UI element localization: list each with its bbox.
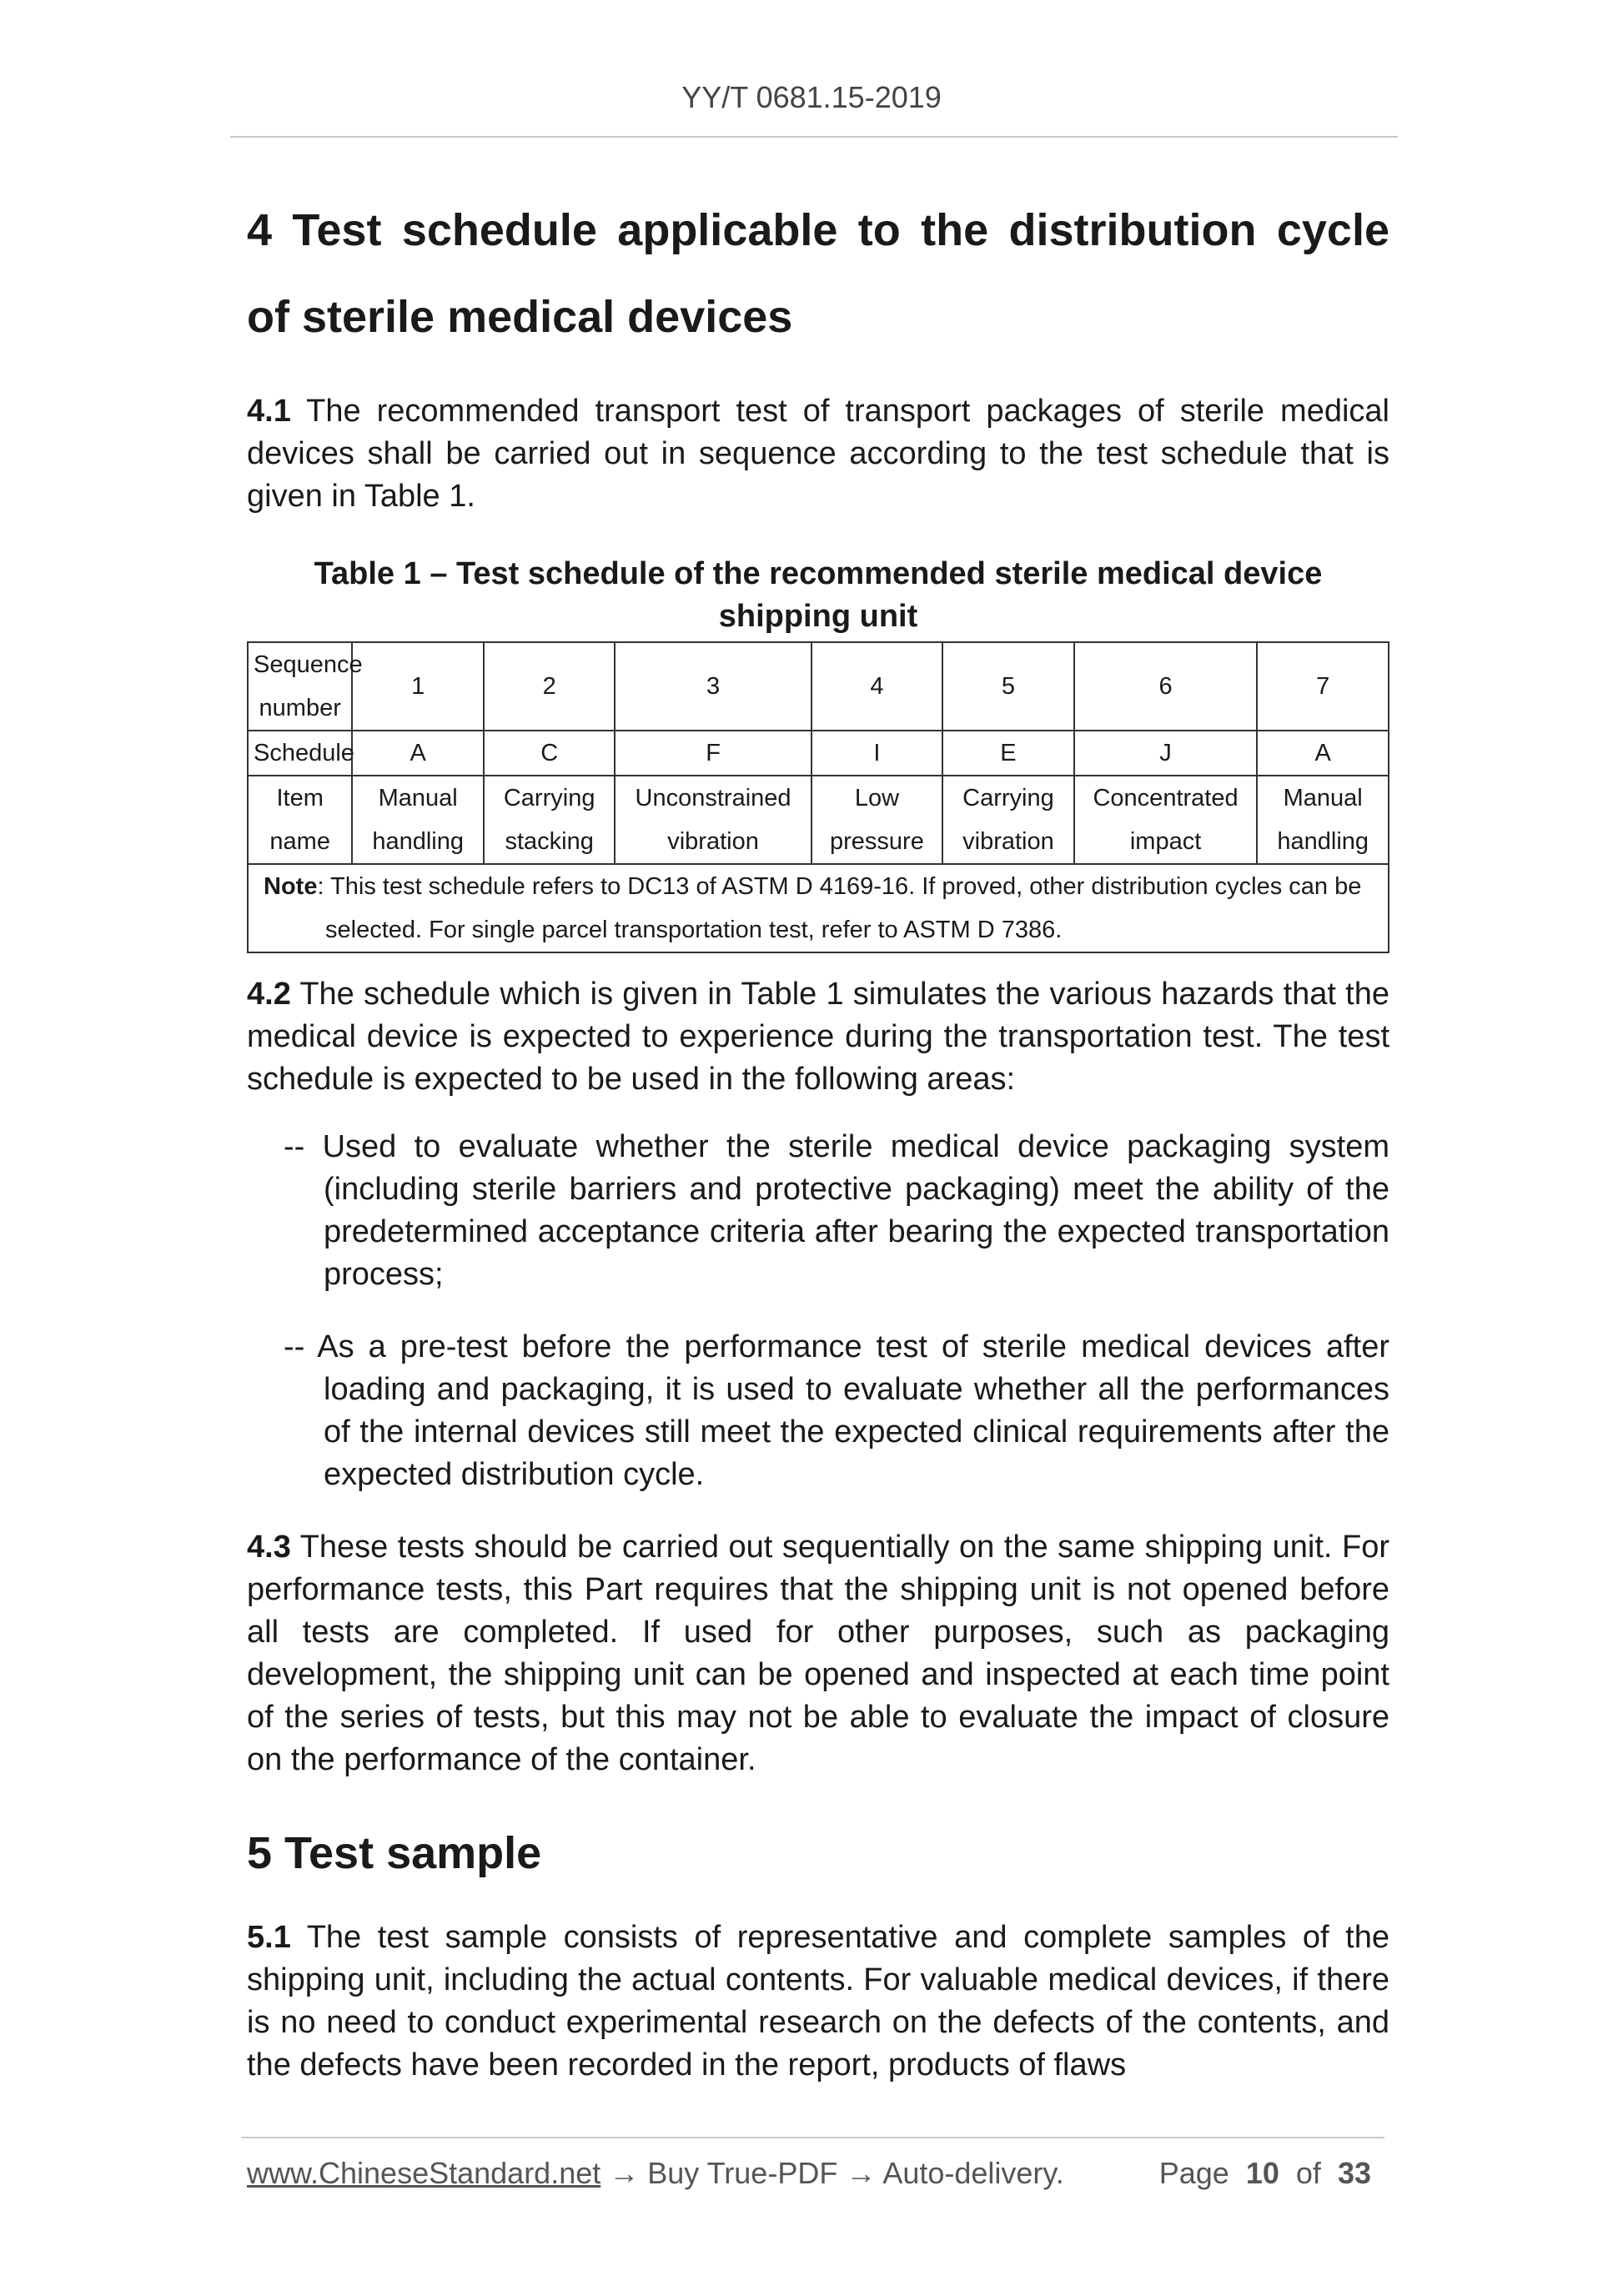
- clause-number: 5.1: [247, 1920, 291, 1955]
- note-text: : This test schedule refers to DC13 of ASTM D 4169-16. If proved, other distribution cycles can be: [317, 873, 1362, 900]
- table-cell: 1: [352, 642, 484, 731]
- table-cell: Manual handling: [352, 776, 484, 864]
- clause-text: The recommended transport test of transport packages of sterile medical devices shall be carried out in sequence according to the test schedule that is given in Table 1.: [247, 394, 1389, 514]
- table-note: [248, 864, 1389, 952]
- table-row-note: [248, 864, 1389, 952]
- total-pages-number: 33: [1337, 2156, 1371, 2190]
- row-label-sequence: Sequence number: [248, 642, 352, 731]
- row-label-schedule: Schedule: [248, 731, 352, 776]
- section-4-heading: 4 Test schedule applicable to the distribution cycle of sterile medical devices: [247, 205, 1389, 342]
- clause-4-3: [247, 1526, 1389, 1781]
- table-row-sequence: [248, 642, 1389, 731]
- table-cell: 3: [615, 642, 811, 731]
- table-row-schedule: [248, 731, 1389, 776]
- table-cell: Carrying vibration: [942, 776, 1074, 864]
- note-label: Note: [264, 873, 318, 900]
- table-cell: 5: [942, 642, 1074, 731]
- clause-text: The test sample consists of representative and complete samples of the shipping unit, including the actual contents. For valuable medical devices, if there is no need to conduct experimental research on the defects of the contents, and the defects have been recorded in the report, products of flaws: [247, 1920, 1389, 2082]
- clause-text: The schedule which is given in Table 1 simulates the various hazards that the medical device is expected to experience during the transportation test. The test schedule is expected to be used in the following areas:: [247, 977, 1389, 1097]
- table-cell: A: [1257, 731, 1389, 776]
- table-row-item-name: [248, 776, 1389, 864]
- list-item: -- As a pre-test before the performance test of sterile medical devices after loading and packaging, it is used to evaluate whether all the performances of the internal devices still meet the expected clinical requirements after the expected distribution cycle.: [284, 1329, 1389, 1492]
- website-link[interactable]: www.ChineseStandard.net: [247, 2156, 601, 2190]
- clause-number: 4.2: [247, 977, 291, 1012]
- table-cell: Concentrated impact: [1074, 776, 1258, 864]
- table-cell: 7: [1257, 642, 1389, 731]
- table-cell: A: [352, 731, 484, 776]
- table-cell: Carrying stacking: [484, 776, 616, 864]
- section-5-heading: 5 Test sample: [247, 1828, 542, 1878]
- table-1-caption: Table 1 – Test schedule of the recommended sterile medical device shipping unit: [314, 556, 1323, 634]
- table-cell: 2: [484, 642, 616, 731]
- table-cell: 4: [812, 642, 943, 731]
- footer-divider: [242, 2137, 1384, 2138]
- usage-list: [247, 1126, 1389, 1496]
- header-divider: [230, 136, 1398, 138]
- page-word: Page: [1158, 2156, 1229, 2190]
- test-schedule-table: [247, 641, 1389, 953]
- clause-4-2: [247, 973, 1389, 1101]
- page-footer: [247, 2156, 1381, 2191]
- document-code-header: YY/T 0681.15-2019: [681, 80, 942, 114]
- clause-4-1: [247, 390, 1389, 518]
- table-cell: J: [1074, 731, 1258, 776]
- page-of-word: of: [1295, 2156, 1321, 2190]
- clause-number: 4.1: [247, 394, 291, 429]
- table-cell: Manual handling: [1257, 776, 1389, 864]
- current-page-number: 10: [1245, 2156, 1279, 2190]
- footer-tagline: → Buy True-PDF → Auto-delivery.: [600, 2156, 1064, 2190]
- list-item: -- Used to evaluate whether the sterile medical device packaging system (including sterile barriers and protective packaging) meet the ability of the predetermined acceptance criteria after bearing the expected transportation process;: [284, 1129, 1389, 1292]
- clause-number: 4.3: [247, 1530, 291, 1565]
- table-cell: E: [942, 731, 1074, 776]
- note-line-2: selected. For single parcel transportation test, refer to ASTM D 7386.: [325, 917, 1063, 943]
- page-indicator: [1159, 2156, 1371, 2191]
- table-cell: 6: [1074, 642, 1258, 731]
- note-line-1: [264, 865, 1373, 908]
- table-cell: Unconstrained vibration: [615, 776, 811, 864]
- table-cell: Low pressure: [812, 776, 943, 864]
- clause-5-1: [247, 1917, 1389, 2087]
- page-content: [247, 187, 1389, 2087]
- table-cell: F: [615, 731, 811, 776]
- table-cell: C: [484, 731, 616, 776]
- table-cell: I: [812, 731, 943, 776]
- row-label-item-name: Item name: [248, 776, 352, 864]
- clause-text: These tests should be carried out sequentially on the same shipping unit. For performance tests, this Part requires that the shipping unit is not opened before all tests are completed. If used for other purposes, such as packaging development, the shipping unit can be opened and inspected at each time point of the series of tests, but this may not be able to evaluate the impact of closure on the performance of the container.: [247, 1530, 1389, 1777]
